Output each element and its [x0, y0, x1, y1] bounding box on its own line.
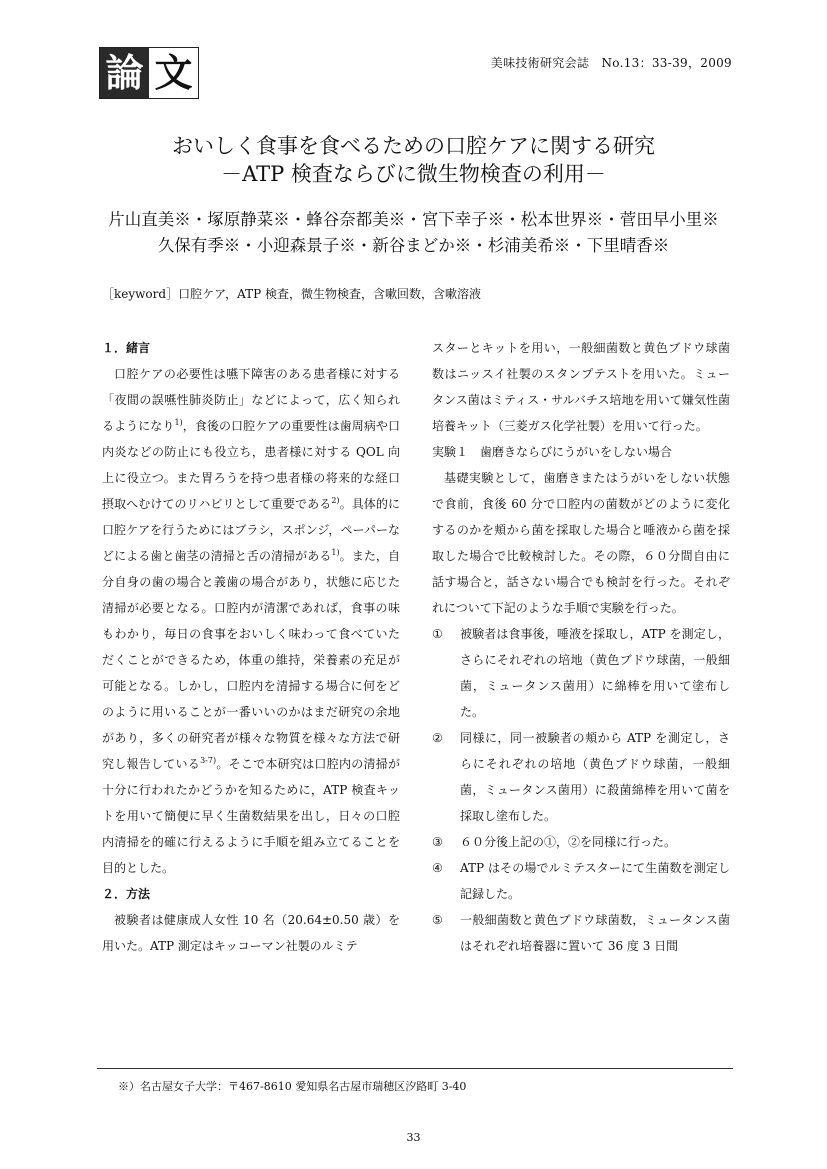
introduction-paragraph: 口腔ケアの必要性は嚥下障害のある患者様に対する「夜間の誤嚥性肺炎防止」などによって，広く知られるようになり$^{1)}$，食後の口腔ケアの重要性は歯周病や口内炎などの防止にも役立ち，患者様に対する QOL 向上に役立つ。また胃ろうを持つ患者様の将来的な経口摂取へむけてのリハビリとして重要である$^{2)}$。具体的に口腔ケアを行うためにはブラシ，スポンジ，ペーパーなどによる歯と歯茎の清掃と舌の清掃がある$^{1)}$。また，自分自身の歯の場合と義歯の場合があり，状態に応じた清掃が必要となる。口腔内が清潔であれば，食事の味もわかり，毎日の食事をおいしく味わって食べていただくことができるため，体重の維持，栄養素の充足が可能となる。しかし，口腔内を清掃する場合に何をどのように用いることが一番いいのかはまだ研究の余地があり，多くの研究者が様々な物質を様々な方法で研究し報告している$^{3-7)}$。そこで本研究は口腔内の清掃が十分に行われたかどうかを知るために，ATP 検査キットを用いて簡便に早く生菌数結果を出し，日々の口腔内清掃を的確に行えるように手順を組み立てることを目的とした。	[102, 367, 400, 875]
procedure-item: ① 被験者は食事後，唾液を採取し，ATP を測定し，さらにそれぞれの培地（黄色ブドウ球菌，一般細菌，ミュータンス菌用）に綿棒を用いて塗布した。	[432, 627, 730, 719]
page-number: 33	[406, 1131, 421, 1144]
citation-ref: 3-7)	[200, 756, 217, 765]
keywords: ［keyword］口腔ケア，ATP 検査，微生物検査，含嗽回数，含嗽溶液	[102, 287, 482, 301]
methods-paragraph: 被験者は健康成人女性 10 名（20.64±0.50 歳）を用いた。ATP 測定はキッコーマン社製のルミテ	[102, 913, 400, 953]
methods-continuation: スターとキットを用い，一般細菌数と黄色ブドウ球菌数はニッスイ社製のスタンプテストを用いた。ミュータンス菌はミティス・サルバチス培地を用いて嫌気性菌培養キット（三菱ガス化学社製）を用いて行った。	[432, 341, 730, 433]
procedure-item: ③ ６０分後上記の①，②を同様に行った。	[432, 835, 677, 849]
right-column	[432, 335, 730, 959]
procedure-item: ② 同様に，同一被験者の頬から ATP を測定し，さらにそれぞれの培地（黄色ブドウ球菌，一般細菌，ミュータンス菌用）に殺菌綿棒を用いて菌を採取し塗布した。	[432, 731, 730, 823]
badge-char-bun: 文	[149, 48, 198, 98]
article-type-badge	[99, 47, 199, 99]
left-column	[102, 335, 400, 959]
paper-subtitle: －ATP 検査ならびに微生物検査の利用－	[221, 162, 606, 186]
citation-ref: 2)	[331, 496, 340, 505]
journal-citation: 美味技術研究会誌 No.13：33-39，2009	[490, 56, 732, 70]
footnote-divider	[97, 1068, 733, 1069]
citation-ref: 1)	[331, 548, 340, 557]
badge-char-ron: 論	[100, 48, 149, 98]
procedure-item: ④ ATP はその場でルミテスターにて生菌数を測定し記録した。	[432, 861, 730, 901]
affiliation-footnote: ※）名古屋女子大学：〒467-8610 愛知県名古屋市瑞穂区汐路町 3-40	[118, 1080, 467, 1093]
experiment-1-paragraph: 基礎実験として，歯磨きまたはうがいをしない状態で食前，食後 60 分で口腔内の菌数がどのように変化するのかを頬から菌を採取した場合と唾液から菌を採取した場合で比較検討した。その際，６０分間自由に話す場合と，話さない場合でも検討を行った。それぞれについて下記のような手順で実験を行った。	[432, 471, 730, 615]
authors-line-1: 片山直美※・塚原静菜※・蜂谷奈都美※・宮下幸子※・松本世界※・菅田早小里※	[108, 210, 719, 229]
procedure-item: ⑤ 一般細菌数と黄色ブドウ球菌数，ミュータンス菌はそれぞれ培養器に置いて 36 度 3 日間	[432, 913, 730, 953]
section-heading-introduction: １．緒言	[102, 341, 151, 355]
experiment-1-heading: 実験１ 歯磨きならびにうがいをしない場合	[432, 445, 673, 459]
authors-line-2: 久保有季※・小迎森景子※・新谷まどか※・杉浦美希※・下里晴香※	[157, 236, 670, 255]
paper-title: おいしく食事を食べるための口腔ケアに関する研究	[172, 134, 655, 158]
citation-ref: 1)	[174, 418, 183, 427]
section-heading-methods: ２．方法	[102, 887, 151, 901]
